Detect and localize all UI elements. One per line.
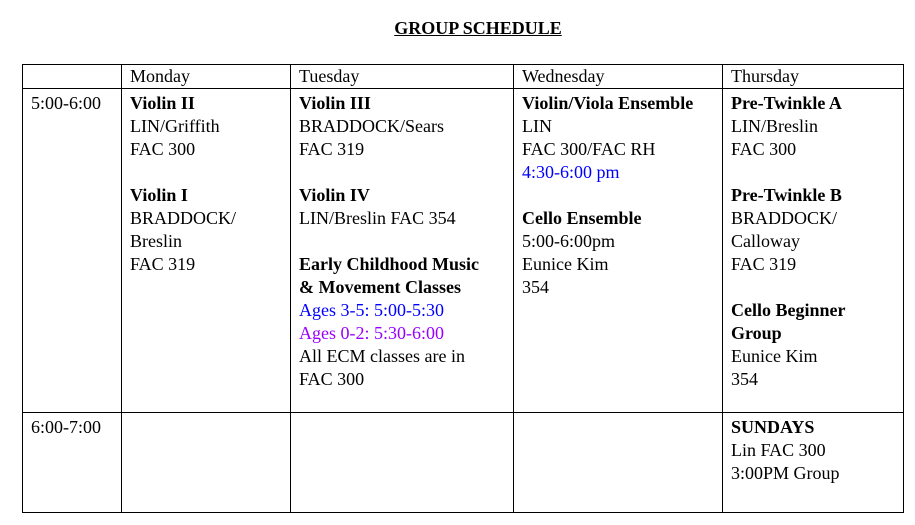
course-instructor: Eunice Kim bbox=[522, 254, 609, 274]
course-instructor: BRADDOCK/ bbox=[731, 208, 838, 228]
course-instructor: Breslin bbox=[130, 231, 182, 251]
course-note: All ECM classes are in bbox=[299, 346, 465, 366]
header-row bbox=[23, 65, 904, 89]
course-instructor: LIN bbox=[522, 116, 552, 136]
course-title: Violin II bbox=[130, 93, 195, 113]
course-instructor: LIN/Breslin FAC 354 bbox=[299, 208, 456, 228]
header-thursday: Thursday bbox=[723, 65, 904, 89]
ages-time: Ages 0-2: 5:30-6:00 bbox=[299, 323, 444, 343]
header-wednesday: Wednesday bbox=[514, 65, 723, 89]
course-title: Pre-Twinkle A bbox=[731, 93, 842, 113]
spacer bbox=[130, 161, 290, 184]
wednesday-cell bbox=[514, 89, 723, 413]
course-title: Cello Beginner bbox=[731, 300, 846, 320]
course-title: Group bbox=[731, 323, 782, 343]
thursday-cell bbox=[723, 89, 904, 413]
course-room: FAC 319 bbox=[731, 254, 797, 274]
course-room: Lin FAC 300 bbox=[731, 440, 826, 460]
course-room: FAC 319 bbox=[299, 139, 365, 159]
course-room: FAC 300 bbox=[731, 139, 797, 159]
course-title: Violin/Viola Ensemble bbox=[522, 93, 694, 113]
time-label: 6:00-7:00 bbox=[31, 417, 101, 437]
wednesday-cell bbox=[514, 413, 723, 513]
course-title: Pre-Twinkle B bbox=[731, 185, 842, 205]
course-room: 354 bbox=[731, 369, 758, 389]
spacer bbox=[731, 276, 903, 299]
table-row bbox=[23, 89, 904, 413]
spacer bbox=[299, 161, 513, 184]
tuesday-cell bbox=[291, 89, 514, 413]
course-instructor: LIN/Griffith bbox=[130, 116, 220, 136]
course-instructor: LIN/Breslin bbox=[731, 116, 818, 136]
time-cell bbox=[23, 89, 122, 413]
table-row bbox=[23, 413, 904, 513]
ages-time: Ages 3-5: 5:00-5:30 bbox=[299, 300, 444, 320]
course-instructor: Calloway bbox=[731, 231, 800, 251]
time-label: 5:00-6:00 bbox=[31, 93, 101, 113]
spacer bbox=[522, 184, 722, 207]
course-instructor: Eunice Kim bbox=[731, 346, 818, 366]
monday-cell bbox=[122, 413, 291, 513]
course-time: 4:30-6:00 pm bbox=[522, 162, 620, 182]
course-title: Early Childhood Music bbox=[299, 254, 480, 274]
course-title: & Movement Classes bbox=[299, 277, 461, 297]
course-time: 5:00-6:00pm bbox=[522, 231, 615, 251]
monday-cell bbox=[122, 89, 291, 413]
course-room: FAC 300/FAC RH bbox=[522, 139, 656, 159]
course-title: SUNDAYS bbox=[731, 417, 815, 437]
course-room: 354 bbox=[522, 277, 549, 297]
course-instructor: BRADDOCK/Sears bbox=[299, 116, 445, 136]
course-title: Cello Ensemble bbox=[522, 208, 642, 228]
header-monday: Monday bbox=[122, 65, 291, 89]
course-title: Violin I bbox=[130, 185, 188, 205]
course-time: 3:00PM Group bbox=[731, 463, 840, 483]
spacer bbox=[731, 161, 903, 184]
schedule-table bbox=[22, 64, 904, 513]
course-room: FAC 319 bbox=[130, 254, 196, 274]
spacer bbox=[299, 230, 513, 253]
time-cell bbox=[23, 413, 122, 513]
page-title: GROUP SCHEDULE bbox=[394, 18, 562, 38]
course-title: Violin III bbox=[299, 93, 371, 113]
course-note: FAC 300 bbox=[299, 369, 365, 389]
thursday-cell bbox=[723, 413, 904, 513]
course-room: FAC 300 bbox=[130, 139, 196, 159]
tuesday-cell bbox=[291, 413, 514, 513]
course-title: Violin IV bbox=[299, 185, 370, 205]
header-tuesday: Tuesday bbox=[291, 65, 514, 89]
course-instructor: BRADDOCK/ bbox=[130, 208, 237, 228]
header-time bbox=[23, 65, 122, 89]
